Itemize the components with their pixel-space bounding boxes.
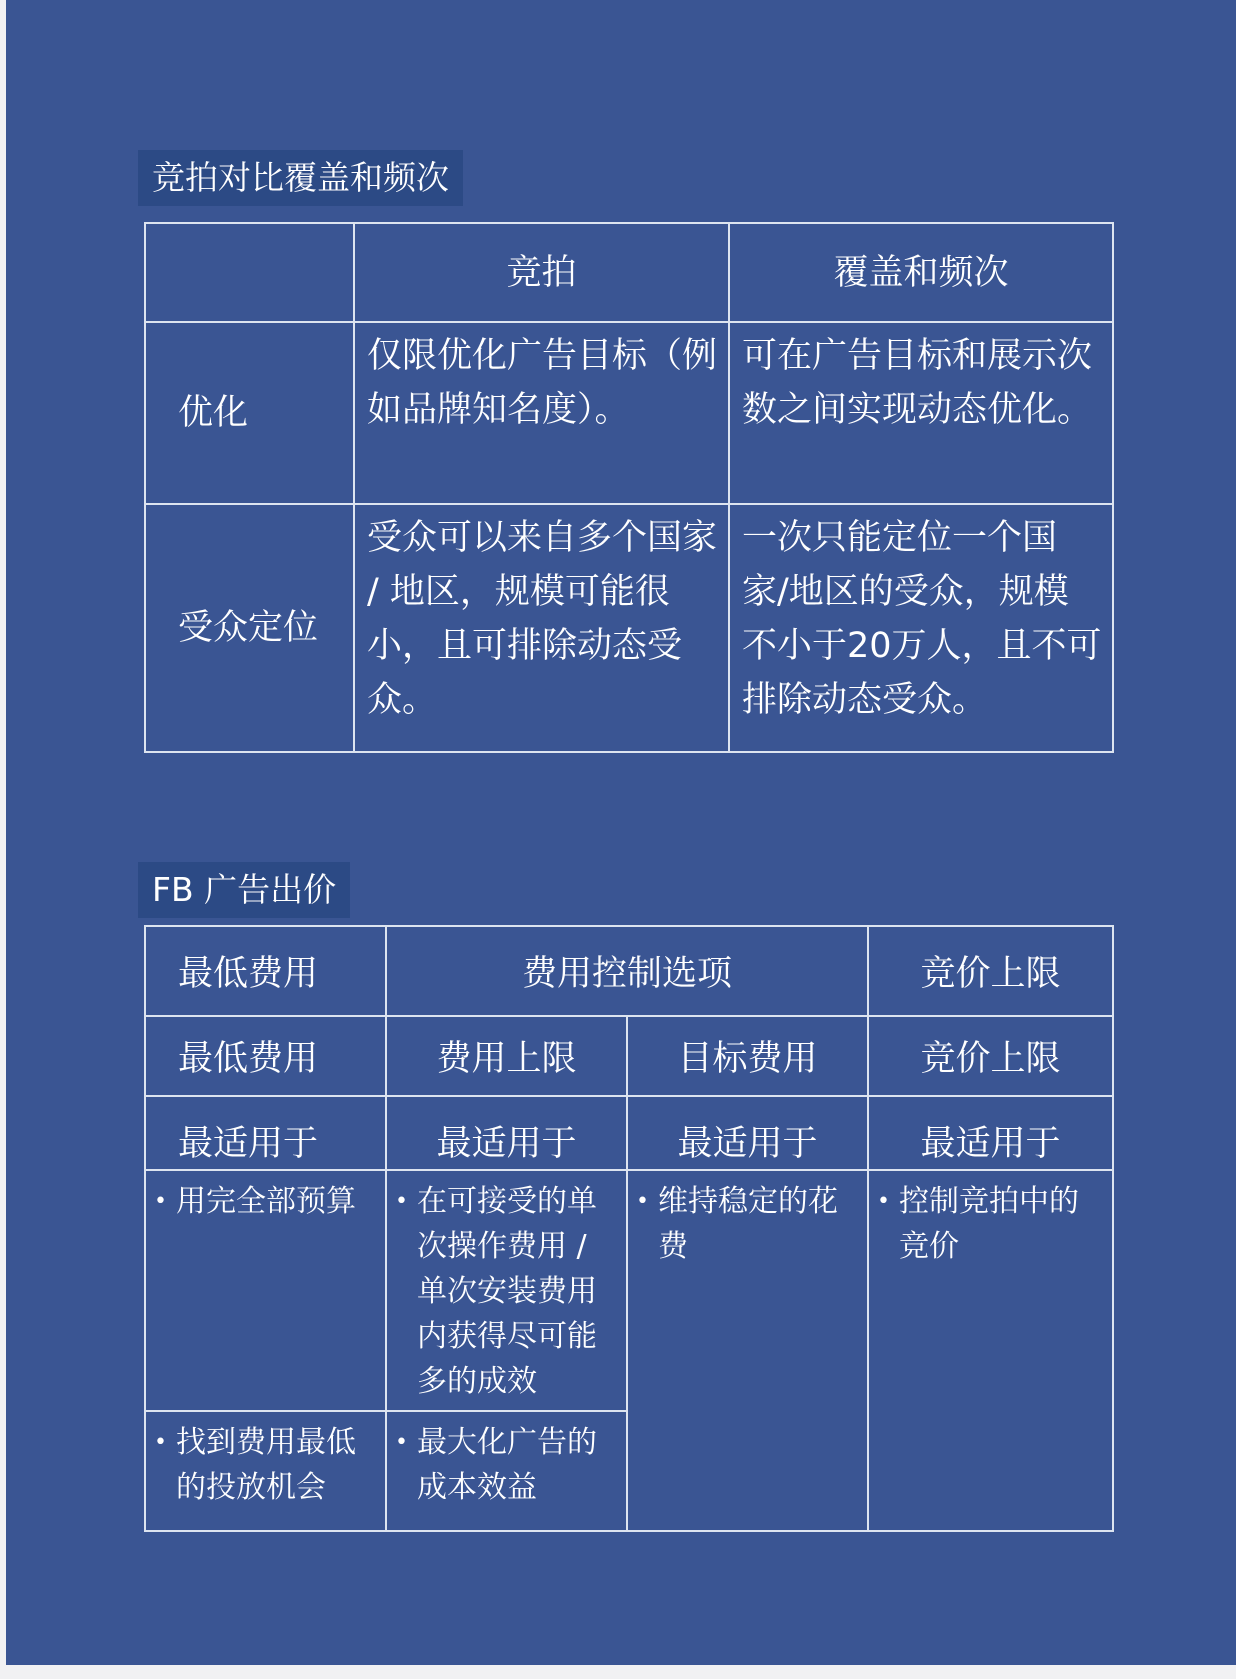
cell-reach-targeting: 一次只能定位一个国家/地区的受众，规模不小于20万人，且不可排除动态受众。 <box>729 504 1113 752</box>
section-title-fb-bidding: FB 广告出价 <box>138 862 350 918</box>
table-row <box>145 504 1113 752</box>
cost-cap-bullet-1 <box>386 1170 627 1411</box>
best-for-bid-cap: 最适用于 <box>868 1096 1113 1170</box>
lowest-cost-bullet-2 <box>145 1411 386 1531</box>
page-background <box>6 0 1236 1665</box>
header-lowest-cost: 最低费用 <box>145 926 386 1016</box>
cell-auction-targeting: 受众可以来自多个国家 / 地区，规模可能很小，且可排除动态受众。 <box>354 504 729 752</box>
section-title-auction-vs-reach: 竞拍对比覆盖和频次 <box>138 150 463 206</box>
best-for-target-cost: 最适用于 <box>627 1096 868 1170</box>
bid-cap-bullets <box>868 1170 1113 1531</box>
subheader-cost-cap: 费用上限 <box>386 1016 627 1096</box>
header-cell-empty <box>145 223 354 322</box>
bullet-icon: • <box>395 1189 408 1214</box>
bullet-text: 在可接受的单次操作费用 / 单次安装费用内获得尽可能多的成效 <box>417 1184 597 1399</box>
subheader-bid-cap: 竞价上限 <box>868 1016 1113 1096</box>
row-label-optimization: 优化 <box>145 322 354 504</box>
row-label-audience-targeting: 受众定位 <box>145 504 354 752</box>
best-for-lowest-cost: 最适用于 <box>145 1096 386 1170</box>
table-best-for-row <box>145 1096 1113 1170</box>
cost-cap-bullet-2 <box>386 1411 627 1531</box>
header-cell-reach-frequency: 覆盖和频次 <box>729 223 1113 322</box>
best-for-cost-cap: 最适用于 <box>386 1096 627 1170</box>
table-top-header-row <box>145 926 1113 1016</box>
header-cost-control-options: 费用控制选项 <box>386 926 868 1016</box>
auction-vs-reach-table <box>144 222 1114 753</box>
bullet-icon: • <box>154 1430 167 1455</box>
header-bid-cap: 竞价上限 <box>868 926 1113 1016</box>
bullet-icon: • <box>395 1430 408 1455</box>
bullet-text: 用完全部预算 <box>176 1184 356 1219</box>
header-cell-auction: 竞拍 <box>354 223 729 322</box>
bullet-icon: • <box>154 1189 167 1214</box>
subheader-target-cost: 目标费用 <box>627 1016 868 1096</box>
cell-reach-optimization: 可在广告目标和展示次数之间实现动态优化。 <box>729 322 1113 504</box>
table-sub-header-row <box>145 1016 1113 1096</box>
target-cost-bullets <box>627 1170 868 1531</box>
bullet-text: 找到费用最低的投放机会 <box>176 1425 356 1505</box>
bullet-text: 维持稳定的花费 <box>658 1184 838 1264</box>
cell-auction-optimization: 仅限优化广告目标（例如品牌知名度）。 <box>354 322 729 504</box>
table-header-row <box>145 223 1113 322</box>
table-row <box>145 322 1113 504</box>
bullet-icon: • <box>877 1189 890 1214</box>
bullet-text: 控制竞拍中的竞价 <box>899 1184 1080 1264</box>
bullet-text: 最大化广告的成本效益 <box>417 1425 597 1505</box>
lowest-cost-bullet-1 <box>145 1170 386 1411</box>
fb-bidding-table <box>144 925 1114 1532</box>
bullet-icon: • <box>636 1189 649 1214</box>
subheader-lowest-cost: 最低费用 <box>145 1016 386 1096</box>
table-row <box>145 1170 1113 1411</box>
